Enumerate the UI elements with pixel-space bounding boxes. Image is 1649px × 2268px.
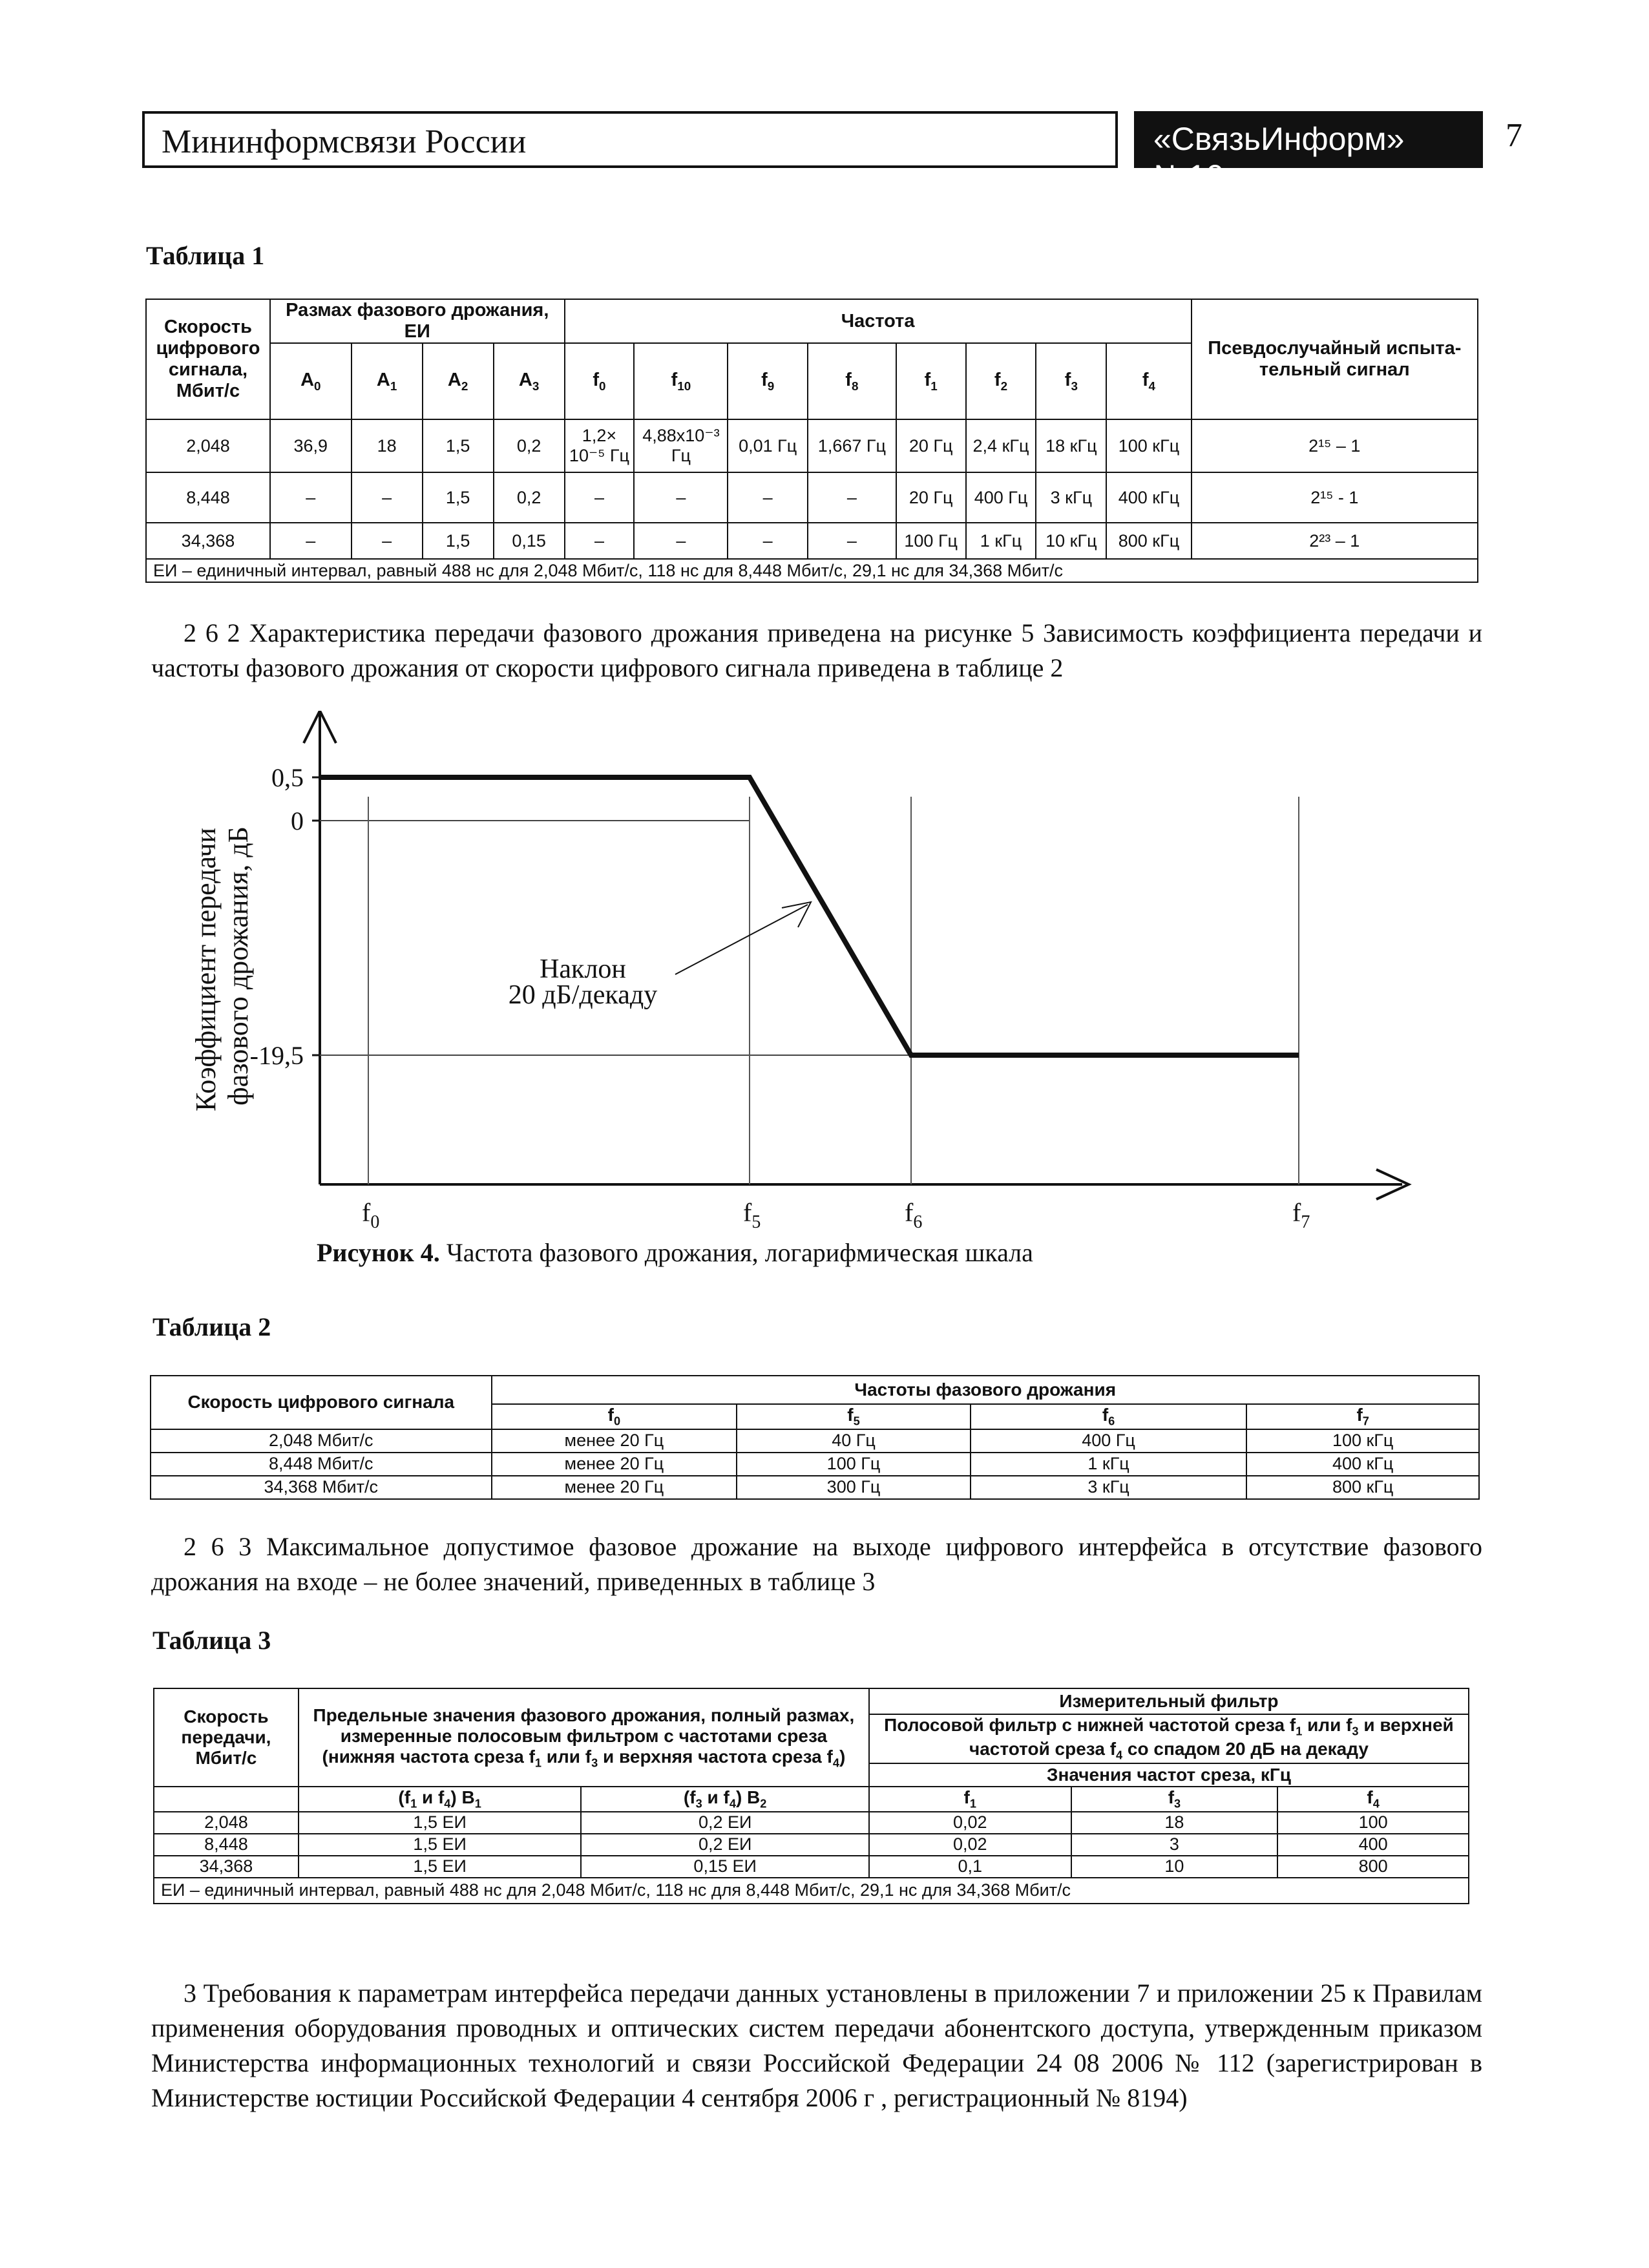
table-cell: 18 [352,419,423,472]
table-cell: 34,368 Мбит/с [151,1476,492,1499]
paragraph-263: 2 6 3 Максимальное допустимое фазовое дрожание на выходе цифрового интерфейса в отсутствие фазового дрожания на входе – не более значений, приведенных в таблице 3 [151,1532,1482,1596]
table1-caption: Таблица 1 [146,241,265,270]
table-cell: 3 [1071,1834,1278,1856]
table-cell: – [270,523,352,559]
table-cell: 800 кГц [1106,523,1191,559]
y-tick-label: -19,5 [249,1041,304,1070]
table-cell: 2¹⁵ – 1 [1192,419,1478,472]
paragraph-262: 2 6 2 Характеристика передачи фазового дрожания приведена на рисунке 5 Зависимость коэффициента передачи и частоты фазового дрожания от скорости цифрового сигнала приведена в таблице 2 [151,618,1482,682]
t1-sub-a1: $A_1$ [352,343,423,419]
x-tick-label: $f_5$ [743,1198,761,1232]
t2-col-freq: Частоты фазового дрожания [492,1376,1479,1404]
table-cell: 2²³ – 1 [1192,523,1478,559]
table-row [154,1856,1469,1878]
table-row [146,472,1478,523]
table-cell: – [728,472,807,523]
t1-col-speed: Скорость цифрового сигнала, Мбит/с [146,299,270,419]
table-cell: – [352,523,423,559]
figure-chart [174,711,1434,1241]
t1-sub-f8: $f_8$ [808,343,896,419]
table-cell: 2¹⁵ - 1 [1192,472,1478,523]
table-cell: – [565,523,635,559]
table-cell: 1,2× 10⁻⁵ Гц [565,419,635,472]
table3 [153,1688,1469,1904]
table-cell: 0,2 ЕИ [581,1812,869,1834]
table-cell: 100 Гц [737,1453,971,1476]
x-tick-label: $f_7$ [1292,1198,1310,1232]
table-cell: – [565,472,635,523]
table-cell: 18 [1071,1812,1278,1834]
table-cell: 0,15 ЕИ [581,1856,869,1878]
table-cell: 0,1 [869,1856,1071,1878]
table-cell: 400 [1277,1834,1469,1856]
t1-sub-a2: $A_2$ [423,343,494,419]
t1-sub-f10: $f_{10}$ [634,343,728,419]
x-tick-label: $f_0$ [362,1198,380,1232]
header-left-box [142,111,1118,168]
t1-sub-f4: $f_4$ [1106,343,1191,419]
svg-text:Коэффициент передачи ф [190,821,254,1111]
table-cell: 100 [1277,1812,1469,1834]
table-cell: 3 кГц [971,1476,1247,1499]
t2-sub-f0: $f_0$ [492,1404,737,1429]
table-cell: менее 20 Гц [492,1476,737,1499]
t3-col-speed: Скорость передачи, Мбит/с [154,1688,299,1787]
table-cell: менее 20 Гц [492,1429,737,1453]
table-cell: 2,4 кГц [966,419,1036,472]
x-tick-label: $f_6$ [905,1198,923,1232]
y-axis-label-line2: фазового дрожания, дБ [222,826,254,1106]
table-cell: 3 кГц [1036,472,1106,523]
t1-sub-f0: $f_0$ [565,343,635,419]
chart-grid [320,777,1299,1184]
table-cell: 0,2 [494,472,565,523]
slope-annotation-line1: Наклон [540,954,626,984]
series-line-transfer-coefficient [320,777,1299,1055]
table-cell: – [808,523,896,559]
table-cell: 20 Гц [896,419,966,472]
table-cell: 100 Гц [896,523,966,559]
table-cell: 0,02 [869,1812,1071,1834]
t1-col-pseudo: Псевдослучайный испыта-тельный сигнал [1192,299,1478,419]
t3-col-limits: Предельные значения фазового дрожания, полный размах, измеренные полосовым фильтром с частотами среза (нижняя частота среза $f_1$ или $f_3$ и верхняя частота среза $f_4$) [299,1688,869,1787]
table-cell: 1,5 [423,419,494,472]
table-cell: 1 кГц [966,523,1036,559]
table-row [151,1429,1479,1453]
table-cell: 34,368 [154,1856,299,1878]
table-cell: 0,01 Гц [728,419,807,472]
table-cell: – [270,472,352,523]
y-axis-label-line1: Коэффициент передачи [190,828,222,1111]
table-cell: 10 [1071,1856,1278,1878]
table-cell: 4,88х10⁻³ Гц [634,419,728,472]
t1-col-amplitude: Размах фазового дрожания, ЕИ [270,299,565,343]
table-row [151,1476,1479,1499]
table-cell: 1 кГц [971,1453,1247,1476]
table-cell: 400 кГц [1246,1453,1479,1476]
table-cell: 40 Гц [737,1429,971,1453]
t3-filter-values: Значения частот среза, кГц [869,1763,1469,1787]
table-cell: 0,2 ЕИ [581,1834,869,1856]
table-cell: 2,048 Мбит/с [151,1429,492,1453]
table-cell: – [634,523,728,559]
table-cell: 100 кГц [1106,419,1191,472]
header-right-box [1134,111,1483,194]
table-cell: 1,667 Гц [808,419,896,472]
table-cell: менее 20 Гц [492,1453,737,1476]
figure-caption [317,1237,1033,1268]
chart-series [320,777,1299,1055]
t2-sub-f7: $f_7$ [1246,1404,1479,1429]
y-tick-label: 0,5 [271,763,304,792]
t3-sub-b1: ($f_1$ и $f_4$) $B_1$ [299,1787,582,1812]
table-cell: 400 кГц [1106,472,1191,523]
table3-caption: Таблица 3 [152,1626,271,1655]
table-cell: 1,5 ЕИ [299,1812,582,1834]
table-cell: – [728,523,807,559]
figure-caption-text: Частота фазового дрожания, логарифмическая шкала [439,1238,1033,1267]
table-row [154,1812,1469,1834]
table-cell: 1,5 [423,472,494,523]
table-cell: 8,448 [154,1834,299,1856]
annotation-leader [675,905,808,974]
table-cell: 34,368 [146,523,270,559]
page-number: 7 [1506,117,1522,154]
table-row [151,1453,1479,1476]
table-cell: 1,5 [423,523,494,559]
table-cell: 400 Гц [966,472,1036,523]
table-cell: 8,448 Мбит/с [151,1453,492,1476]
t3-footnote: ЕИ – единичный интервал, равный 488 нс для 2,048 Мбит/с, 118 нс для 8,448 Мбит/с, 29,1 нс для 34,368 Мбит/с [154,1878,1469,1904]
table-cell: – [808,472,896,523]
t1-sub-f9: $f_9$ [728,343,807,419]
paragraph-3: 3 Требования к параметрам интерфейса передачи данных установлены в приложении 7 и приложении 25 к Правилам применения оборудования проводных и оптических систем передачи абонентского доступа, утвержденным приказом Министерства информационных технологий и связи Российской Федерации 24 08 2006 № 112 (зарегистрирован в Министерстве юстиции Российской Федерации 4 сентября 2006 г , регистрационный № 8194) [151,1979,1482,2112]
table2 [150,1375,1480,1500]
table-cell: – [634,472,728,523]
y-tick-label: 0 [291,806,304,835]
table-cell: 0,2 [494,419,565,472]
table-cell: 2,048 [146,419,270,472]
table-cell: 0,15 [494,523,565,559]
t3-col-filter: Измерительный фильтр [869,1688,1469,1714]
t1-sub-f2: $f_2$ [966,343,1036,419]
table-cell: 1,5 ЕИ [299,1856,582,1878]
t3-empty [154,1787,299,1812]
table-cell: – [352,472,423,523]
table-cell: 36,9 [270,419,352,472]
table-cell: 2,048 [154,1812,299,1834]
table-row [146,523,1478,559]
t1-col-frequency: Частота [565,299,1192,343]
slope-annotation-line2: 20 дБ/декаду [508,980,658,1010]
table-cell: 8,448 [146,472,270,523]
t1-footnote: ЕИ – единичный интервал, равный 488 нс для 2,048 Мбит/с, 118 нс для 8,448 Мбит/с, 29,1 нс для 34,368 Мбит/с [146,559,1478,582]
table2-caption: Таблица 2 [152,1312,271,1341]
table-cell: 20 Гц [896,472,966,523]
header-left-title: Мининформсвязи России [162,123,527,160]
table-cell: 18 кГц [1036,419,1106,472]
figure-caption-label: Рисунок 4. [317,1238,440,1267]
table-row [154,1834,1469,1856]
table1 [145,299,1478,583]
t2-sub-f6: $f_6$ [971,1404,1247,1429]
t3-sub-f4: $f_4$ [1277,1787,1469,1812]
table-row [146,419,1478,472]
t3-filter-desc: Полосовой фильтр с нижней частотой среза $f_1$ или $f_3$ и верхней частотой среза $f_4$ со спадом 20 дБ на декаду [869,1714,1469,1763]
table-cell: 300 Гц [737,1476,971,1499]
table-cell: 1,5 ЕИ [299,1834,582,1856]
header-right-title: «СвязьИнформ» №10 [1153,121,1405,194]
t2-col-speed: Скорость цифрового сигнала [151,1376,492,1429]
t1-sub-a3: $A_3$ [494,343,565,419]
table-cell: 100 кГц [1246,1429,1479,1453]
t1-sub-f1: $f_1$ [896,343,966,419]
table-cell: 400 Гц [971,1429,1247,1453]
t3-sub-b2: ($f_3$ и $f_4$) $B_2$ [581,1787,869,1812]
t1-sub-a0: $A_0$ [270,343,352,419]
t3-sub-f1: $f_1$ [869,1787,1071,1812]
table-cell: 800 [1277,1856,1469,1878]
table-cell: 800 кГц [1246,1476,1479,1499]
t1-sub-f3: $f_3$ [1036,343,1106,419]
t2-sub-f5: $f_5$ [737,1404,971,1429]
table-cell: 10 кГц [1036,523,1106,559]
t3-sub-f3: $f_3$ [1071,1787,1278,1812]
table-cell: 0,02 [869,1834,1071,1856]
